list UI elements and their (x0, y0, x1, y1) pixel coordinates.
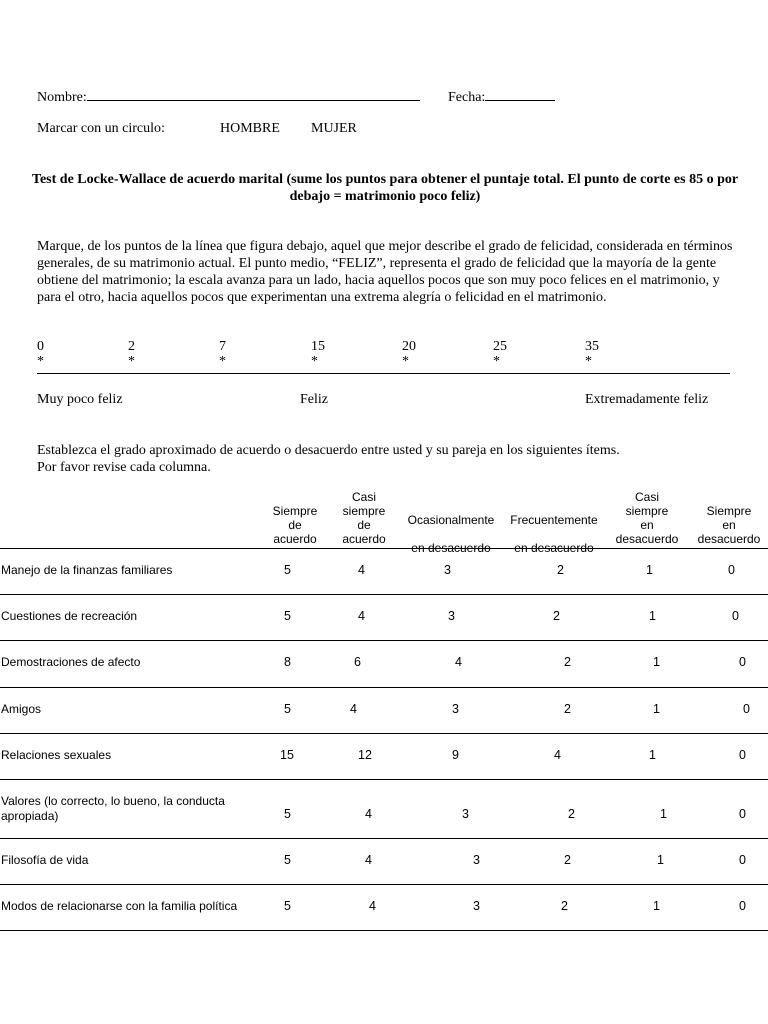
date-label: Fecha: (448, 90, 486, 105)
score-cell[interactable]: 3 (452, 702, 459, 716)
column-header-line: en (722, 518, 736, 532)
table-rule (0, 548, 768, 549)
score-cell[interactable]: 4 (365, 853, 372, 867)
score-cell[interactable]: 4 (455, 655, 462, 669)
score-cell[interactable]: 15 (280, 748, 294, 762)
score-cell[interactable]: 2 (564, 655, 571, 669)
scale-point-marker[interactable]: * (219, 354, 226, 369)
score-cell[interactable]: 0 (743, 702, 750, 716)
score-cell[interactable]: 8 (284, 655, 291, 669)
column-header-line: en (640, 518, 654, 532)
scale-point-marker[interactable]: * (128, 354, 135, 369)
score-cell[interactable]: 3 (462, 807, 469, 821)
table-rule (0, 640, 768, 641)
table-rule (0, 687, 768, 688)
name-blank[interactable] (87, 87, 420, 101)
date-blank[interactable] (485, 87, 555, 101)
score-cell[interactable]: 5 (284, 702, 291, 716)
column-header-line: Siempre (706, 504, 752, 518)
intro-paragraph: Marque, de los puntos de la línea que figura debajo, aquel que mejor describe el grado de felicidad, considerada en términos generales, de su matrimonio actual. El punto medio, “FELIZ”, representa el grado de felicidad que la mayoría de la gente obtiene del matrimonio; la escala avanza para un lado, hacia aquellos pocos que son muy poco felices en el matrimonio, y para el otro, hacia aquellos pocos que experimentan una extrema alegría o felicidad en el matrimonio. (37, 239, 733, 305)
score-cell[interactable]: 9 (452, 748, 459, 762)
row-label: Manejo de la finanzas familiares (1, 563, 173, 577)
scale-point-value: 35 (585, 339, 599, 354)
scale-point-value: 25 (493, 339, 507, 354)
scale-point-marker[interactable]: * (37, 354, 44, 369)
scale-point-value: 0 (37, 339, 44, 354)
column-header-line: Frecuentemente (510, 513, 598, 527)
gender-option-female[interactable]: MUJER (311, 121, 357, 136)
name-field[interactable] (37, 87, 420, 106)
column-header-line: en desacuerdo (514, 541, 594, 555)
column-header-line: de (357, 518, 371, 532)
table-rule (0, 884, 768, 885)
score-cell[interactable]: 1 (646, 563, 653, 577)
scale-anchor-low: Muy poco feliz (37, 392, 123, 407)
score-cell[interactable]: 2 (553, 609, 560, 623)
score-cell[interactable]: 1 (649, 609, 656, 623)
score-cell[interactable]: 1 (653, 899, 660, 913)
column-header-line: desacuerdo (697, 532, 761, 546)
column-header-line: siempre (342, 504, 386, 518)
column-header-line: Casi (351, 490, 376, 504)
row-label: Modos de relacionarse con la familia política (1, 899, 238, 913)
score-cell[interactable]: 12 (358, 748, 372, 762)
row-label: Relaciones sexuales (1, 748, 112, 762)
test-title: Test de Locke-Wallace de acuerdo marital (sume los puntos para obtener el puntaje total. El punto de corte es 85 o por debajo = matrimonio poco feliz) (31, 172, 739, 204)
score-cell[interactable]: 0 (732, 609, 739, 623)
score-cell[interactable]: 4 (350, 702, 357, 716)
score-cell[interactable]: 6 (354, 655, 361, 669)
score-cell[interactable]: 2 (564, 853, 571, 867)
score-cell[interactable]: 5 (284, 609, 291, 623)
score-cell[interactable]: 0 (739, 655, 746, 669)
scale-point-value: 20 (402, 339, 416, 354)
scale-anchor-mid: Feliz (300, 392, 328, 407)
scale-point-marker[interactable]: * (585, 354, 592, 369)
score-cell[interactable]: 3 (473, 899, 480, 913)
score-cell[interactable]: 2 (561, 899, 568, 913)
score-cell[interactable]: 1 (657, 853, 664, 867)
score-cell[interactable]: 5 (284, 807, 291, 821)
column-header-line: siempre (625, 504, 669, 518)
score-cell[interactable]: 4 (358, 563, 365, 577)
scale-point-value: 2 (128, 339, 135, 354)
column-header (396, 506, 506, 562)
column-header-line: acuerdo (273, 532, 317, 546)
scale-point-marker[interactable]: * (311, 354, 318, 369)
row-label: Valores (lo correcto, lo bueno, la conducta apropiada) (1, 794, 225, 823)
gender-option-male[interactable]: HOMBRE (220, 121, 280, 136)
score-cell[interactable]: 1 (660, 807, 667, 821)
instruction-line: Establezca el grado aproximado de acuerdo o desacuerdo entre usted y su pareja en los siguientes ítems. (37, 443, 620, 458)
table-rule (0, 838, 768, 839)
column-header (674, 504, 768, 546)
score-cell[interactable]: 0 (739, 853, 746, 867)
score-cell[interactable]: 2 (568, 807, 575, 821)
score-cell[interactable]: 4 (369, 899, 376, 913)
instructions (37, 442, 737, 476)
score-cell[interactable]: 1 (649, 748, 656, 762)
score-cell[interactable]: 1 (653, 655, 660, 669)
scale-point-value: 15 (311, 339, 325, 354)
table-rule (0, 930, 768, 931)
scale-point-value: 7 (219, 339, 226, 354)
scale-line (37, 373, 730, 374)
score-cell[interactable]: 0 (739, 899, 746, 913)
score-cell[interactable]: 5 (284, 853, 291, 867)
gender-prompt: Marcar con un circulo: (37, 121, 165, 136)
name-label: Nombre: (37, 90, 87, 105)
score-cell[interactable]: 2 (564, 702, 571, 716)
scale-anchor-high: Extremadamente feliz (585, 392, 709, 407)
row-label: Filosofía de vida (1, 853, 89, 867)
score-cell[interactable]: 4 (365, 807, 372, 821)
score-cell[interactable]: 2 (557, 563, 564, 577)
column-header-line: acuerdo (342, 532, 386, 546)
score-cell[interactable]: 0 (728, 563, 735, 577)
row-label: Amigos (1, 702, 42, 716)
scale-point-marker[interactable]: * (493, 354, 500, 369)
instruction-line: Por favor revise cada columna. (37, 460, 211, 475)
row-label: Demostraciones de afecto (1, 655, 141, 669)
column-header-line: de (288, 518, 302, 532)
score-cell[interactable]: 4 (358, 609, 365, 623)
score-cell[interactable]: 3 (444, 563, 451, 577)
score-cell[interactable]: 3 (448, 609, 455, 623)
column-header-line: Casi (634, 490, 659, 504)
column-header-line: en desacuerdo (411, 541, 491, 555)
score-cell[interactable]: 1 (653, 702, 660, 716)
score-cell[interactable]: 4 (554, 748, 561, 762)
table-rule (0, 779, 768, 780)
score-cell[interactable]: 5 (284, 899, 291, 913)
column-header-line: Siempre (272, 504, 318, 518)
table-rule (0, 733, 768, 734)
column-header-line: Ocasionalmente (407, 513, 495, 527)
scale-point-marker[interactable]: * (402, 354, 409, 369)
table-rule (0, 594, 768, 595)
column-header-line: desacuerdo (615, 532, 679, 546)
date-field[interactable] (448, 87, 555, 106)
score-cell[interactable]: 3 (473, 853, 480, 867)
score-cell[interactable]: 0 (739, 748, 746, 762)
score-cell[interactable]: 0 (739, 807, 746, 821)
score-cell[interactable]: 5 (284, 563, 291, 577)
row-label: Cuestiones de recreación (1, 609, 138, 623)
